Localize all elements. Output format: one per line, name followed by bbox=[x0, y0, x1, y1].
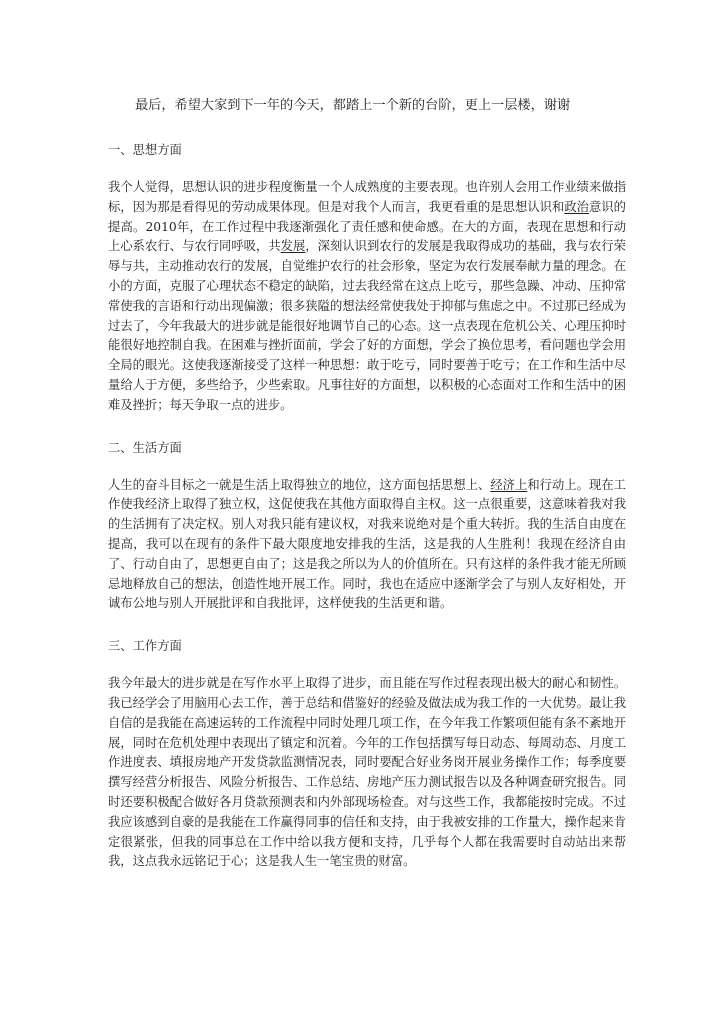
text-run: 意识的提高。2010年，在工作过程中我逐渐强化了责任感和使命感。在大的方面，表现在思想和行动上心系农行、与农行同呼吸，共 bbox=[108, 199, 626, 254]
closing-remark: 最后，希望大家到下一年的今天，都踏上一个新的台阶，更上一层楼，谢谢 bbox=[135, 98, 571, 113]
text-run: 人生的奋斗目标之一就是生活上取得独立的地位，这方面包括思想上、 bbox=[108, 477, 491, 492]
link-economy[interactable]: 经济上 bbox=[490, 477, 528, 492]
section-heading-life: 二、生活方面 bbox=[108, 440, 182, 455]
section-work bbox=[108, 636, 626, 872]
section-heading-thought: 一、思想方面 bbox=[108, 143, 182, 157]
document-page bbox=[108, 95, 626, 872]
section-thought bbox=[108, 140, 626, 416]
section-life bbox=[108, 438, 626, 615]
section-paragraph-work: 我今年最大的进步就是在写作水平上取得了进步，而且能在写作过程表现出极大的耐心和韧性。我已经学会了用脑用心去工作，善于总结和借鉴好的经验及做法成为我工作的一大优势。最让我自信的是我能在高速运转的工作流程中同时处理几项工作，在今年我工作繁项但能有条不紊地开展，同时在危机处理中表现出了镇定和沉着。今年的工作包括撰写每日动态、每周动态、月度工作进度表、填报房地产开发贷款监测情况表，同时要配合好业务岗开展业务操作工作；每季度要撰写经营分析报告、风险分析报告、工作总结、房地产压力测试报告以及各种调查研究报告。同时还要积极配合做好各月贷款预测表和内外部现场检查。对与这些工作，我都能按时完成。不过我应该感到自豪的是我能在工作赢得同事的信任和支持，由于我被安排的工作量大，操作起来肯定很紧张，但我的同事总在工作中给以我方便和支持，几乎每个人都在我需要时自动站出来帮我，这点我永远铭记于心；这是我人生一笔宝贵的财富。 bbox=[108, 676, 626, 869]
text-run: 我个人觉得，思想认识的进步程度衡量一个人成熟度的主要表现。也许别人会用工作业绩来做指标，因为那是看得见的劳动成果体现。但是对我个人而言，我更看重的是思想认识和 bbox=[108, 180, 626, 214]
link-development[interactable]: 发展 bbox=[280, 239, 306, 254]
text-run: ，深刻认识到农行的发展是我取得成功的基础，我与农行荣辱与共，主动推动农行的发展，自觉维护农行的社会形象，坚定为农行发展奉献力量的理念。在小的方面，克服了心理状态不稳定的缺陷，过去我经常在这点上吃亏，那些急躁、冲动、压抑常常使我的言语和行动出现偏激；很多狭隘的想法经常使我处于抑郁与焦虑之中。不过那已经成为过去了，今年我最大的进步就是能很好地调节自己的心态。这一点表现在危机公关、心理压抑时能很好地控制自我。在困难与挫折面前，学会了好的方面想，学会了换位思考，看问题也学会用全局的眼光。这使我逐渐接受了这样一种思想：敢于吃亏，同时要善于吃亏；在工作和生活中尽量给人于方便，多些给予，少些索取。凡事往好的方面想，以积极的心态面对工作和生活中的困难及挫折；每天争取一点的进步。 bbox=[108, 239, 626, 412]
section-paragraph-thought bbox=[108, 178, 626, 416]
section-heading-work: 三、工作方面 bbox=[108, 639, 182, 654]
link-politics[interactable]: 政治 bbox=[564, 199, 589, 214]
section-paragraph-life bbox=[108, 476, 626, 615]
text-run: 和行动上。现在工作使我经济上取得了独立权，这促使我在其他方面取得自主权。这一点很重要，这意味着我对我的生活拥有了决定权。别人对我只能有建议权，对我来说绝对是个重大转折。我的生活自由度在提高，我可以在现有的条件下最大限度地安排我的生活，这是我的人生胜利！我现在经济自由了、行动自由了，思想更自由了；这是我之所以为人的价值所在。只有这样的条件我才能无所顾忌地释放自己的想法，创造性地开展工作。同时，我也在适应中逐渐学会了与别人友好相处，开诚布公地与别人开展批评和自我批评，这样使我的生活更和谐。 bbox=[108, 477, 626, 611]
